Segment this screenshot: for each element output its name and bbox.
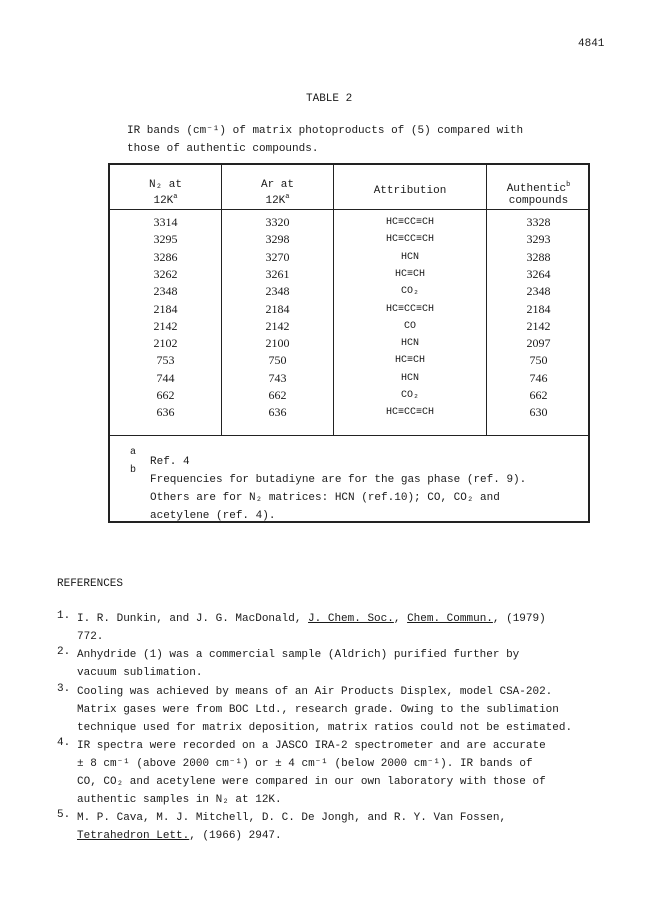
reference-line: Tetrahedron Lett., (1966) 2947. <box>77 830 282 842</box>
table-cell-attribution: HC≡CC≡CH <box>385 407 434 419</box>
table-cell-authentic: 3288 <box>526 249 551 264</box>
reference-number: 4. <box>57 737 71 749</box>
table-cell-n2: 636 <box>156 405 175 420</box>
header-authentic: Authentic$^b$ compounds <box>506 181 571 207</box>
table-cell-n2: 3295 <box>153 232 178 247</box>
header-rule <box>110 209 588 210</box>
table-cell-authentic: 3293 <box>526 232 551 247</box>
table-cell-n2: 2102 <box>153 336 178 351</box>
reference-line: Matrix gases were from BOC Ltd., research grade. Owing to the sublimation <box>77 704 559 716</box>
table-cell-attribution: HC≡CC≡CH <box>385 217 434 228</box>
footnote-b-line-3: acetylene (ref. 4). <box>150 510 276 522</box>
footnote-a: Ref. 4 <box>150 456 190 468</box>
table-cell-n2: 3314 <box>153 215 178 229</box>
table-cell-ar: 636 <box>268 405 287 420</box>
page-number: 4841 <box>578 38 605 50</box>
table-cell-n2: 2142 <box>153 318 178 333</box>
reference-line: CO, CO₂ and acetylene were compared in our own laboratory with those of <box>77 776 546 788</box>
table-caption-line-1: IR bands (cm⁻¹) of matrix photoproducts of (5) compared with <box>127 125 524 137</box>
header-n2: N₂ at $12K^a$ <box>148 179 182 207</box>
header-ar: Ar at $12K^a$ <box>260 179 294 207</box>
reference-number: 1. <box>57 610 71 622</box>
table-cell-ar: 2348 <box>265 284 290 299</box>
reference-line: 772. <box>77 631 104 643</box>
table-cell-ar: 3320 <box>265 215 290 229</box>
table-cell-attribution: HCN <box>400 372 419 384</box>
reference-line: IR spectra were recorded on a JASCO IRA-2 spectrometer and are accurate <box>77 740 546 752</box>
table-cell-attribution: HCN <box>400 251 419 263</box>
reference-line: M. P. Cava, M. J. Mitchell, D. C. De Jongh, and R. Y. Van Fossen, <box>77 812 507 824</box>
table-cell-authentic: 3328 <box>526 215 551 229</box>
table-cell-ar: 750 <box>268 353 287 368</box>
table-cell-attribution: HCN <box>400 338 419 350</box>
table-cell-n2: 744 <box>156 370 175 385</box>
table-cell-attribution: HC≡CH <box>394 268 425 280</box>
table-cell-ar: 743 <box>268 370 287 385</box>
table-cell-attribution: HC≡CH <box>394 355 425 367</box>
table-cell-n2: 3286 <box>153 249 178 264</box>
table-cell-ar: 3261 <box>265 266 290 281</box>
table-cell-attribution: CO₂ <box>400 390 419 401</box>
table-cell-n2: 662 <box>156 388 175 402</box>
reference-line: I. R. Dunkin, and J. G. MacDonald, J. Chem. Soc., Chem. Commun., (1979) <box>77 613 546 625</box>
reference-line: ± 8 cm⁻¹ (above 2000 cm⁻¹) or ± 4 cm⁻¹ (below 2000 cm⁻¹). IR bands of <box>77 758 533 770</box>
reference-number: 5. <box>57 809 71 821</box>
footnote-b-marker: b <box>130 465 137 476</box>
table-cell-authentic: 630 <box>529 405 548 420</box>
table-cell-n2: 753 <box>156 353 175 368</box>
table-cell-authentic: 2184 <box>526 301 551 316</box>
table-cell-ar: 2184 <box>265 301 290 316</box>
data-table <box>108 163 590 523</box>
footnote-b-line-2: Others are for N₂ matrices: HCN (ref.10); CO, CO₂ and <box>150 492 500 504</box>
reference-line: vacuum sublimation. <box>77 667 203 679</box>
table-cell-attribution: HC≡CC≡CH <box>385 234 434 246</box>
references-heading: REFERENCES <box>57 578 124 590</box>
table-cell-authentic: 2348 <box>526 284 551 299</box>
reference-line: technique used for matrix deposition, matrix ratios could not be estimated. <box>77 722 573 734</box>
header-attribution: Attribution <box>373 185 447 197</box>
journal-name: J. Chem. Soc. <box>308 613 394 625</box>
footnote-rule <box>110 435 588 436</box>
footnote-a-marker: a <box>130 447 137 458</box>
table-cell-authentic: 2142 <box>526 318 551 333</box>
table-cell-authentic: 662 <box>529 388 548 402</box>
table-cell-ar: 3298 <box>265 232 290 247</box>
table-cell-ar: 2142 <box>265 318 290 333</box>
reference-line: Anhydride (1) was a commercial sample (Aldrich) purified further by <box>77 649 520 661</box>
journal-name: Chem. Commun. <box>407 613 493 625</box>
table-cell-ar: 2100 <box>265 336 290 351</box>
table-caption-line-2: those of authentic compounds. <box>127 143 319 155</box>
table-cell-ar: 662 <box>268 388 287 402</box>
reference-number: 3. <box>57 683 71 695</box>
reference-line: authentic samples in N₂ at 12K. <box>77 794 282 806</box>
table-cell-authentic: 2097 <box>526 336 551 351</box>
table-cell-authentic: 746 <box>529 370 548 385</box>
footnote-b-line-1: Frequencies for butadiyne are for the gas phase (ref. 9). <box>150 474 527 486</box>
table-label: TABLE 2 <box>306 93 353 105</box>
reference-line: Cooling was achieved by means of an Air Products Displex, model CSA-202. <box>77 686 553 698</box>
table-cell-authentic: 750 <box>529 353 548 368</box>
table-cell-ar: 3270 <box>265 249 290 264</box>
reference-number: 2. <box>57 646 71 658</box>
table-cell-n2: 3262 <box>153 266 178 281</box>
journal-name: Tetrahedron Lett. <box>77 830 190 842</box>
table-cell-attribution: CO <box>403 320 416 332</box>
table-cell-attribution: HC≡CC≡CH <box>385 303 434 315</box>
table-cell-n2: 2184 <box>153 301 178 316</box>
table-cell-authentic: 3264 <box>526 266 551 281</box>
table-cell-n2: 2348 <box>153 284 178 299</box>
table-cell-attribution: CO₂ <box>400 286 419 298</box>
